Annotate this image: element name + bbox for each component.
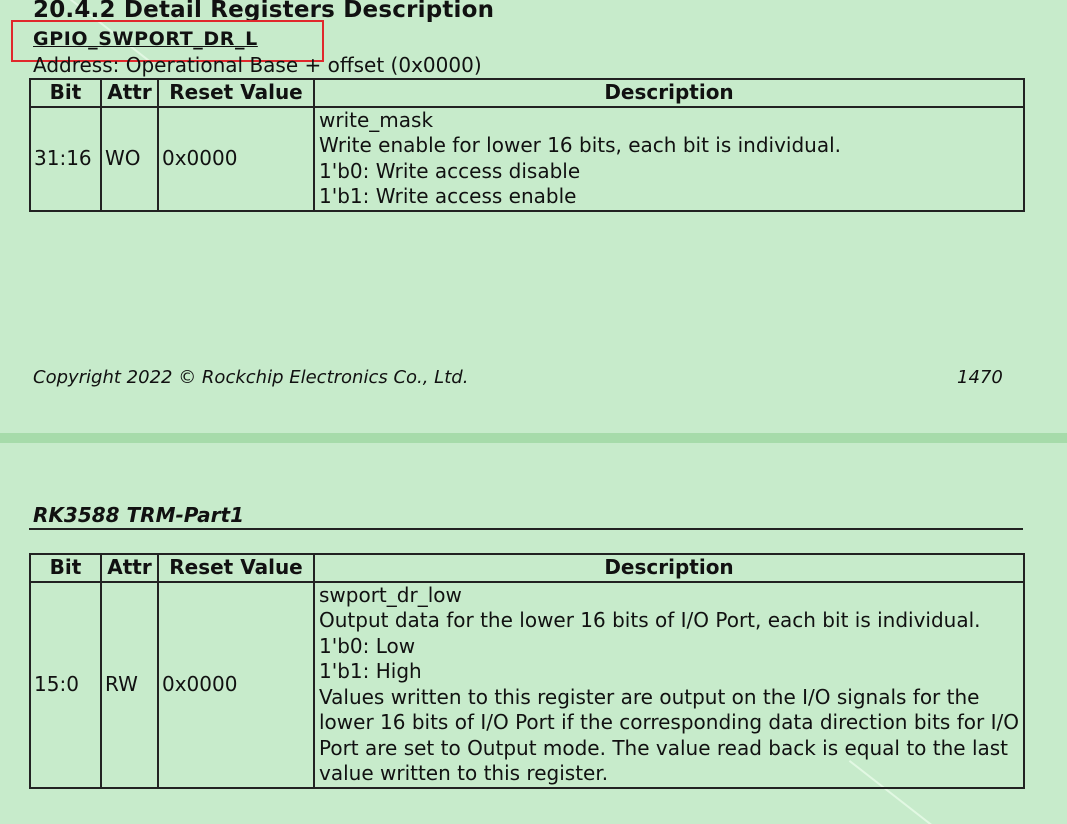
description-line: 1'b1: Write access enable <box>319 184 577 208</box>
page-footer-copyright: Copyright 2022 © Rockchip Electronics Co., Ltd. <box>33 367 469 388</box>
cell-attr: RW <box>101 582 158 788</box>
cell-description <box>314 582 1024 788</box>
description-line: Values written to this register are output on the I/O signals for the lower 16 bits of I/O Port if the corresponding data direction bits for I/O Port are set to Output mode. The value read back is equal to the last value written to this register. <box>319 684 1019 785</box>
register-address: Address: Operational Base + offset (0x0000) <box>33 53 482 77</box>
cell-bit: 31:16 <box>30 107 101 211</box>
cell-reset-value: 0x0000 <box>158 582 314 788</box>
description-line: 1'b0: Low <box>319 633 416 658</box>
column-header-description: Description <box>314 79 1024 107</box>
table-header-row <box>30 79 1024 107</box>
page-footer-number: 1470 <box>957 367 1003 388</box>
description-line: 1'b1: High <box>319 659 422 683</box>
column-header-attr: Attr <box>101 554 158 582</box>
field-name: swport_dr_low <box>319 582 462 607</box>
description-line: Output data for the lower 16 bits of I/O Port, each bit is individual. <box>319 608 981 632</box>
cell-attr: WO <box>101 107 158 211</box>
register-table-bits-31-16 <box>29 78 1025 212</box>
table-row <box>30 107 1024 211</box>
column-header-reset-value: Reset Value <box>158 79 314 107</box>
page-separator <box>0 433 1067 443</box>
page-header-title: RK3588 TRM-Part1 <box>33 503 244 527</box>
column-header-bit: Bit <box>30 554 101 582</box>
column-header-bit: Bit <box>30 79 101 107</box>
register-name: GPIO_SWPORT_DR_L <box>33 28 258 50</box>
table-row <box>30 582 1024 788</box>
cell-bit: 15:0 <box>30 582 101 788</box>
column-header-reset-value: Reset Value <box>158 554 314 582</box>
section-title: 20.4.2 Detail Registers Description <box>33 0 495 23</box>
description-line: 1'b0: Write access disable <box>319 158 581 183</box>
table-header-row <box>30 554 1024 582</box>
column-header-description: Description <box>314 554 1024 582</box>
cell-reset-value: 0x0000 <box>158 107 314 211</box>
field-name: write_mask <box>319 107 434 132</box>
description-line: Write enable for lower 16 bits, each bit is individual. <box>319 133 842 157</box>
page-header-rule <box>29 528 1023 530</box>
register-table-bits-15-0 <box>29 553 1025 789</box>
column-header-attr: Attr <box>101 79 158 107</box>
cell-description <box>314 107 1024 211</box>
